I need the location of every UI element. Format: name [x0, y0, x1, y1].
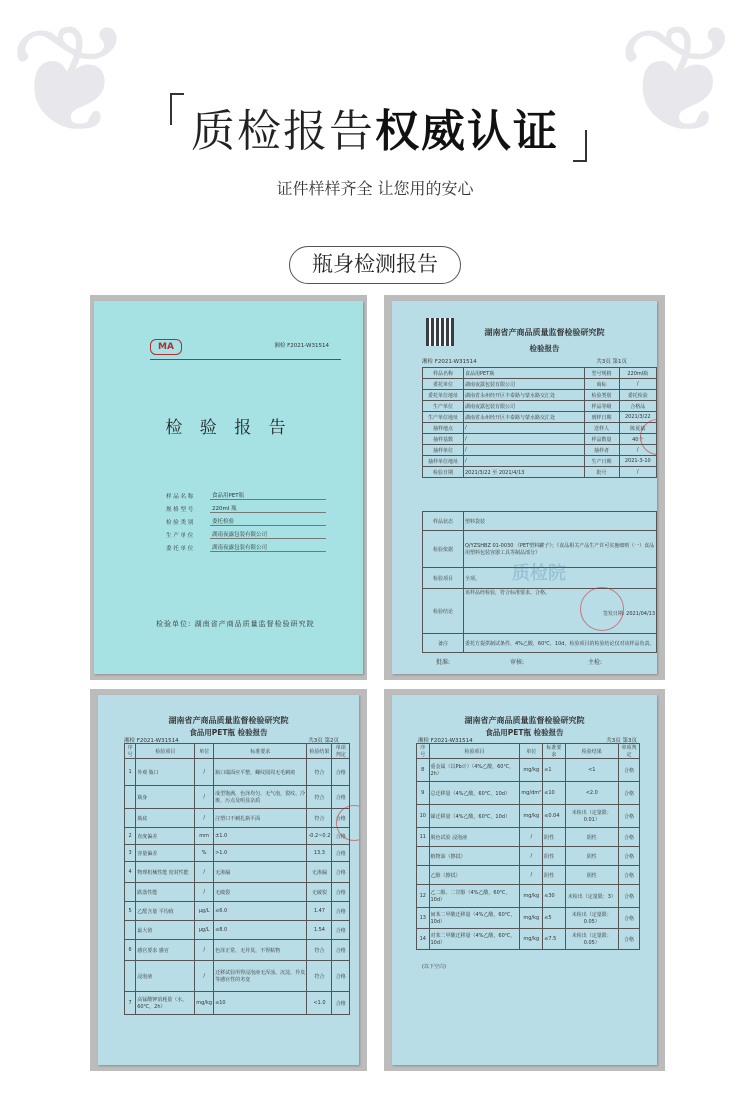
table-cell: 7 [125, 992, 136, 1015]
table-cell: 阴性 [543, 866, 565, 885]
table-cell: 1.47 [307, 902, 332, 921]
table-cell: 阴性 [543, 847, 565, 866]
table-row [125, 809, 350, 828]
table-cell: mg/kg [520, 885, 543, 908]
table-cell: 合格 [332, 845, 350, 862]
table-cell: 合格 [619, 805, 640, 828]
org-name: 湖南省产商品质量监督检验研究院 [484, 328, 605, 337]
watermark: 质检院 [512, 563, 566, 584]
table-cell: 符合 [307, 961, 332, 992]
cma-logo: MA [150, 339, 182, 355]
row-value: 40个 [619, 434, 656, 445]
table-cell: 合格 [332, 759, 350, 786]
field-key: 委 托 单 位 [166, 546, 194, 552]
table-cell: mg/kg [520, 908, 543, 929]
table-cell: 未检出（定量限：0.01） [565, 805, 619, 828]
row-value: 湖南夜露包装有限公司 [464, 379, 585, 390]
column-header: 标准要求 [214, 744, 307, 759]
table-cell: ≤0.04 [543, 805, 565, 828]
row-value [464, 589, 657, 634]
table-cell: 阴性 [565, 828, 619, 847]
table-cell: 无破裂 [214, 883, 307, 902]
table-cell: 无渗漏 [214, 862, 307, 883]
table-row [423, 401, 657, 412]
table-cell: >1.0 [214, 845, 307, 862]
field-key: 规 格 型 号 [166, 507, 194, 513]
column-header: 检验结果 [307, 744, 332, 759]
row-value: 2021/3/22 [619, 412, 656, 423]
table-cell: 5 [125, 902, 136, 921]
conclusion-text: 该样品经检验，符合标准要求。合格。 [465, 590, 551, 596]
table-cell: 11 [417, 828, 430, 847]
row-value: 2021-3-10 [619, 456, 656, 467]
report-page2-panel [90, 689, 367, 1071]
report-page1-panel [384, 295, 665, 680]
page-count: 共3页 第2页 [308, 738, 339, 744]
table-cell: ≤30 [543, 885, 565, 908]
table-cell: 外观 瓶口 [136, 759, 195, 786]
table-cell [125, 961, 136, 992]
row-value: 湖南省永州经开区丰泰路与蒙水路交汇处 [464, 412, 585, 423]
row-value: / [619, 467, 656, 478]
table-cell: 最大值 [136, 921, 195, 940]
table-row [125, 992, 350, 1015]
row-value: 委托检验 [619, 390, 656, 401]
signature-approve: 批准: [436, 659, 451, 666]
table-cell: 合格 [332, 862, 350, 883]
column-header: 检验项目 [429, 744, 520, 759]
report-no: 湘检 F2021-W31514 [418, 738, 473, 744]
table-row [125, 828, 350, 845]
blank-note: (以下空白) [422, 964, 446, 970]
table-cell: 浸泡液 [136, 961, 195, 992]
table-row [125, 883, 350, 902]
table-cell: / [195, 786, 214, 809]
table-cell: 10 [417, 805, 430, 828]
org-name: 湖南省产商品质量监督检验研究院 [464, 716, 585, 725]
table-cell: 符合 [307, 786, 332, 809]
table-cell: 乙醇（擦拭） [429, 866, 520, 885]
page-count: 共3页 第1页 [596, 359, 627, 365]
table-cell: 未检出（定量限：0.05） [565, 908, 619, 929]
table-cell: 合格 [332, 883, 350, 902]
table-cell: mg/kg [520, 929, 543, 950]
table-cell [125, 786, 136, 809]
table-cell: ≤10 [214, 992, 307, 1015]
row-value: 食品用PET瓶 [464, 368, 585, 379]
column-header: 标准要求 [543, 744, 565, 759]
table-cell: 直度偏差 [136, 828, 195, 845]
table-cell [125, 809, 136, 828]
row-value: / [464, 445, 585, 456]
table-cell: ≤8.0 [214, 921, 307, 940]
cover-row [166, 539, 326, 552]
table-row [417, 805, 640, 828]
table-row [125, 902, 350, 921]
table-cell: / [195, 862, 214, 883]
table-cell: 注塑口不刺扎瓶平面 [214, 809, 307, 828]
page-title [0, 95, 750, 159]
table-cell [125, 921, 136, 940]
table-cell: 乙二醇、二甘醇（4%乙酸，60℃，10d） [429, 885, 520, 908]
row-label: 商标 [584, 379, 619, 390]
cover-title: 检 验 报 告 [165, 418, 292, 438]
field-value: 220ml 瓶 [210, 504, 326, 513]
table-cell [417, 866, 430, 885]
row-value: 全项。 [464, 568, 657, 589]
test-table [416, 743, 640, 950]
table-cell: / [520, 847, 543, 866]
table-cell: <1.0 [307, 992, 332, 1015]
table-cell: 阴性 [565, 847, 619, 866]
table-cell: 锑迁移量（4%乙酸，60℃，10d） [429, 805, 520, 828]
table-cell: 合格 [619, 885, 640, 908]
row-value: Q/YZSHBZ 01-0030 《PET塑料罐子》；《食品相关产品生产许可实施细则（一）食品用塑料包装容器工具等制品部分》 [464, 531, 657, 568]
row-label: 检验类别 [584, 390, 619, 401]
row-label: 生产日期 [584, 456, 619, 467]
table-cell: 未检出（定量限：3） [565, 885, 619, 908]
row-value: 委托方提供制试条件，4%乙酸，60℃，10d，检验项目的检验结论仅对该样品负责。 [464, 634, 657, 653]
table-cell [417, 847, 430, 866]
cover-report-no: 湘检 F2021-W31514 [274, 343, 329, 349]
row-label: 检验日期 [423, 467, 464, 478]
table-cell: 合格 [619, 847, 640, 866]
report-cover-panel [90, 295, 367, 680]
table-cell: 高锰酸钾消耗量（水，60℃，2h） [136, 992, 195, 1015]
table-row [417, 929, 640, 950]
table-cell: 12 [417, 885, 430, 908]
table-row [125, 940, 350, 961]
row-value: / [464, 423, 585, 434]
row-label: 到样日期 [584, 412, 619, 423]
table-row [125, 862, 350, 883]
row-label: 样品数量 [584, 434, 619, 445]
column-header: 序号 [417, 744, 430, 759]
table-cell: 14 [417, 929, 430, 950]
table-row [423, 423, 657, 434]
row-label: 生产单位 [423, 401, 464, 412]
table-row [125, 786, 350, 809]
table-cell: 无破裂 [307, 883, 332, 902]
table-row [417, 908, 640, 929]
table-row [125, 921, 350, 940]
table-cell: 8 [417, 759, 430, 782]
table-cell: 合格 [332, 786, 350, 809]
row-label: 抽样单位 [423, 445, 464, 456]
cover-inspection-unit: 检验单位: 湖南省产商品质量监督检验研究院 [156, 620, 315, 628]
table-row [423, 456, 657, 467]
ornament-top-left: ❦ [8, 0, 134, 168]
page-subtitle: 证件样样齐全 让您用的安心 [276, 179, 474, 198]
table-cell: 合格 [332, 809, 350, 828]
report-subtitle: 食品用PET瓶 检验报告 [189, 728, 268, 737]
seal-stamp [580, 587, 624, 631]
row-label: 生产单位地址 [423, 412, 464, 423]
info-table [422, 367, 657, 478]
table-cell: 间苯二甲酸迁移量（4%乙酸，60℃，10d） [429, 908, 520, 929]
page-count: 共3页 第3页 [606, 738, 637, 744]
table-cell: 符合 [307, 940, 332, 961]
row-value: / [464, 434, 585, 445]
table-cell: / [195, 961, 214, 992]
table-cell: 阴性 [565, 866, 619, 885]
table-cell: 合格 [619, 908, 640, 929]
table-cell: 对苯二甲酸迁移量（4%乙酸，60℃，10d） [429, 929, 520, 950]
table-cell: 合格 [332, 921, 350, 940]
table-cell: 重金属（以Pb计）（4%乙酸，60℃，2h） [429, 759, 520, 782]
table-row [125, 961, 350, 992]
table-cell: 合格 [619, 828, 640, 847]
row-value: / [619, 379, 656, 390]
table-cell: / [520, 828, 543, 847]
table-cell: 色泽正常，无异臭，不得粘物 [214, 940, 307, 961]
table-cell: 植物油（擦拭） [429, 847, 520, 866]
table-cell: <1 [565, 759, 619, 782]
table-cell: mm [195, 828, 214, 845]
table-cell: / [195, 759, 214, 786]
report-page3 [392, 695, 657, 1065]
field-key: 生 产 单 位 [166, 533, 194, 539]
column-header: 序号 [125, 744, 136, 759]
table-cell: μg/L [195, 902, 214, 921]
table-cell: ≤5 [543, 908, 565, 929]
table-cell: / [195, 809, 214, 828]
table-cell: 脱色试验 浸泡液 [429, 828, 520, 847]
column-header: 单项判定 [619, 744, 640, 759]
table-cell: 瓶身 [136, 786, 195, 809]
report-subtitle: 食品用PET瓶 检验报告 [485, 728, 564, 737]
table-cell: / [520, 866, 543, 885]
table-row [423, 445, 657, 456]
table-cell: 合格 [619, 929, 640, 950]
table-cell: 6 [125, 940, 136, 961]
table-cell: ≤1 [543, 759, 565, 782]
table-row [423, 512, 657, 531]
table-cell: mg/kg [195, 992, 214, 1015]
report-subtitle: 检验报告 [529, 344, 560, 353]
row-label: 型号规格 [584, 368, 619, 379]
table-cell: ≤10 [543, 782, 565, 805]
org-name: 湖南省产商品质量监督检验研究院 [168, 716, 289, 725]
table-cell: 合格 [619, 782, 640, 805]
table-cell: 合格 [332, 940, 350, 961]
row-label: 委托单位 [423, 379, 464, 390]
table-row [125, 759, 350, 786]
report-page2 [98, 695, 359, 1065]
table-cell: 物理机械性能 密封性能 [136, 862, 195, 883]
table-cell: 感官要求 感官 [136, 940, 195, 961]
table-cell: 未检出（定量限：0.05） [565, 929, 619, 950]
column-header: 检验结果 [565, 744, 619, 759]
row-value: 湖南夜露包装有限公司 [464, 401, 585, 412]
table-cell: mg/kg [520, 805, 543, 828]
row-label: 批号 [584, 467, 619, 478]
table-cell: 合格 [619, 759, 640, 782]
section-label: 瓶身检测报告 [289, 246, 461, 284]
row-label: 样品状态 [423, 512, 464, 531]
row-value: 合格品 [619, 401, 656, 412]
table-cell: 总迁移量（4%乙酸，60℃，10d） [429, 782, 520, 805]
table-cell: 瓶口端面应平整，螺纹圆周无毛刺痕 [214, 759, 307, 786]
sign-date: 签发日期: 2021/04/13 [602, 611, 655, 617]
table-cell: 2 [125, 828, 136, 845]
table-cell: % [195, 845, 214, 862]
field-value: 委托检验 [210, 517, 326, 526]
table-row [423, 379, 657, 390]
table-cell: 阴性 [543, 828, 565, 847]
cover-fields [166, 487, 326, 552]
table-cell: ±1.0 [214, 828, 307, 845]
table-cell: 合格 [332, 902, 350, 921]
divider [150, 359, 341, 360]
row-label: 抽样基数 [423, 434, 464, 445]
table-row [417, 847, 640, 866]
row-label: 样品名称 [423, 368, 464, 379]
row-label: 检验项目 [423, 568, 464, 589]
table-cell: 容量偏差 [136, 845, 195, 862]
table-cell: / [195, 940, 214, 961]
table-cell: 合格 [619, 866, 640, 885]
table-cell: 合格 [332, 828, 350, 845]
row-label: 检验依据 [423, 531, 464, 568]
row-label: 检验结论 [423, 589, 464, 634]
row-label: 抽样单位地址 [423, 456, 464, 467]
row-value: 220ml瓶 [619, 368, 656, 379]
signature-inspector: 主检: [588, 659, 603, 666]
row-value: / [464, 456, 585, 467]
table-cell: 无渗漏 [307, 862, 332, 883]
field-value: 湖南夜露包装有限公司 [210, 543, 326, 552]
table-row [423, 434, 657, 445]
row-value: 陈夏斌 [619, 423, 656, 434]
table-row [417, 866, 640, 885]
table-cell: <2.0 [565, 782, 619, 805]
table-row [423, 390, 657, 401]
report-no: 湘检 F2021-W31514 [124, 738, 179, 744]
table-cell: 13.3 [307, 845, 332, 862]
row-label: 抽样地点 [423, 423, 464, 434]
cover-row [166, 513, 326, 526]
report-no: 湘检 F2021-W31514 [422, 359, 477, 365]
table-cell: 3 [125, 845, 136, 862]
table-cell [125, 883, 136, 902]
cover-row [166, 487, 326, 500]
table-row [417, 828, 640, 847]
row-label: 备注 [423, 634, 464, 653]
table-cell: 合格 [332, 961, 350, 992]
cover-row [166, 500, 326, 513]
bracket-right [573, 130, 587, 162]
table-row [417, 885, 640, 908]
row-label: 抽样者 [584, 445, 619, 456]
row-value: 2021/3/22 至 2021/4/13 [464, 467, 585, 478]
field-key: 样 品 名 称 [166, 494, 194, 500]
table-cell: -0.2~0.2 [307, 828, 332, 845]
table-row [423, 368, 657, 379]
column-header: 检验项目 [136, 744, 195, 759]
row-label: 样品等级 [584, 401, 619, 412]
table-cell: 合格 [332, 992, 350, 1015]
table-row [423, 634, 657, 653]
table-cell: μg/L [195, 921, 214, 940]
table-cell: 1.54 [307, 921, 332, 940]
table-row [417, 782, 640, 805]
table-cell: 乙醛含量 平均值 [136, 902, 195, 921]
field-key: 检 验 类 别 [166, 520, 194, 526]
column-header: 单位 [520, 744, 543, 759]
table-cell: 迁移试验所得浸泡液无浑浊、沉淀、异臭等感官性的劣变 [214, 961, 307, 992]
table-cell: 跌落性能 [136, 883, 195, 902]
table-cell: / [195, 883, 214, 902]
table-cell: ≤6.0 [214, 902, 307, 921]
report-page3-panel [384, 689, 665, 1071]
table-cell: 符合 [307, 759, 332, 786]
cover-row [166, 526, 326, 539]
report-cover [94, 301, 363, 674]
table-cell: 瓶底 [136, 809, 195, 828]
row-label: 委托单位地址 [423, 390, 464, 401]
table-row [423, 467, 657, 478]
table-row [417, 759, 640, 782]
table-row [423, 412, 657, 423]
test-table [124, 743, 350, 1015]
row-value: 湖南省永州经开区丰泰路与蒙水路交汇处 [464, 390, 585, 401]
table-cell: ≤7.5 [543, 929, 565, 950]
row-value: / [619, 445, 656, 456]
table-cell: mg/kg [520, 759, 543, 782]
signature-review: 审核: [510, 659, 525, 666]
report-page1 [392, 301, 657, 674]
field-value: 食品用PET瓶 [210, 491, 326, 500]
table-cell: mg/dm² [520, 782, 543, 805]
title-light: 质检报告 [191, 106, 375, 157]
table-cell: 成型饱满，色泽均匀，无气泡，裂纹、冷斑，污点及明显杂质 [214, 786, 307, 809]
table-cell: 4 [125, 862, 136, 883]
row-value: 塑料袋装 [464, 512, 657, 531]
table-row [125, 845, 350, 862]
table-cell: 9 [417, 782, 430, 805]
table-cell: 13 [417, 908, 430, 929]
table-cell: 1 [125, 759, 136, 786]
field-value: 湖南夜露包装有限公司 [210, 530, 326, 539]
table-cell: 符合 [307, 809, 332, 828]
title-bold: 权威认证 [375, 106, 559, 157]
ornament-top-right: ❦ [616, 0, 742, 168]
column-header: 单位 [195, 744, 214, 759]
row-label: 送样人 [584, 423, 619, 434]
column-header: 单项判定 [332, 744, 350, 759]
